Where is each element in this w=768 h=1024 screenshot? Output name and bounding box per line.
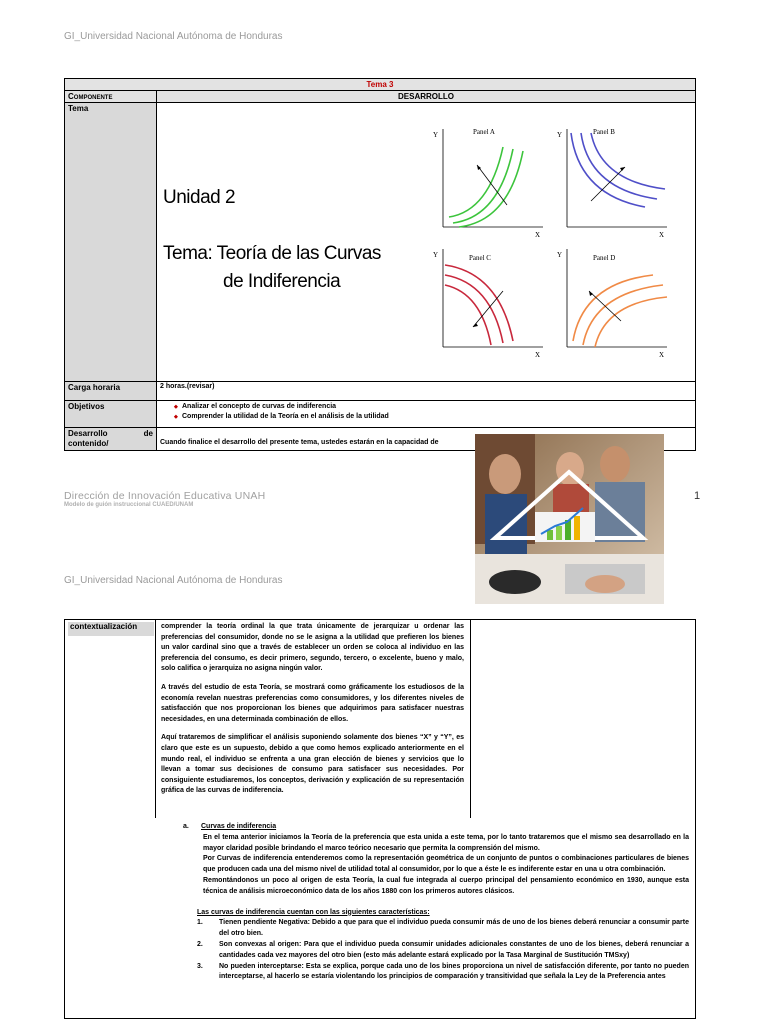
characteristic-item: 3. No pueden interceptarse: Esta se explica, porque cada uno de los bines proporciona un nivel de satisfacción diferente, por tanto no pueden interceptarse, al hacerlo se estaría violentando los principios de comparación y transitividad que señala la Ley de la Preferencia antes: [197, 962, 689, 981]
tema-title-line2: de Indiferencia: [223, 271, 341, 292]
objetivo-item: ◆ Analizar el concepto de curvas de indiferencia: [174, 402, 692, 412]
objetivos-label: Objetivos: [65, 401, 157, 428]
panel-b: [557, 128, 667, 239]
context-paragraph: comprender la teoría ordinal la que trata únicamente de jerarquizar u ordenar las preferencias del consumidor, donde no se le asigna a la utilidad que prefieren los bienes un valor cardinal sino que a través de establecer un orden se coloca al individuo en las preferencia del consumo, es decir primero, segundo, tercero, o excelente, bueno y malo, solo califica o jerarquiza no asigna ningún valor.: [161, 623, 464, 673]
row-tema-label: Tema: [65, 103, 157, 382]
col-development: DESARROLLO: [157, 91, 696, 103]
panel-c-y-label: Y: [433, 251, 439, 259]
footer-title: Dirección de Innovación Educativa UNAH: [64, 490, 266, 502]
desarrollo-label: [65, 428, 157, 451]
context-paragraph: A través del estudio de esta Teoría, se mostrará como gráficamente los estudiosos de la economía revelan nuestras preferencias como consumidores, y los diferentes niveles de satisfacción que nos proporcionan los bienes que adquirimos para satisfacer nuestras necesidades, en una determinada combinación de ellos.: [161, 683, 464, 723]
indifference-panels-figure: [429, 125, 669, 365]
row-tema: [65, 103, 696, 382]
panel-b-title: Panel B: [593, 128, 615, 136]
panel-c-title: Panel C: [469, 254, 491, 262]
desarrollo-label-word1: Desarrollo: [68, 429, 108, 438]
page2-table: [64, 619, 696, 1019]
desarrollo-label-word2: contenido/: [68, 439, 109, 448]
panel-c: [433, 249, 543, 359]
panel-d-x-label: X: [659, 351, 665, 359]
row-carga: [65, 382, 696, 401]
section-title: Curvas de indiferencia: [201, 823, 277, 830]
characteristics-list: [177, 918, 689, 983]
panel-b-x-label: X: [659, 231, 665, 239]
page-number: 1: [694, 490, 701, 502]
guide-table: [64, 78, 696, 451]
section-paragraph: Remontándonos un poco al origen de esta Teoría, la cual fue integrada al cuerpo principal del pensamiento económico en 1930, aunque esta técnica de análisis microeconómico data de los años 1880 con los primeros autores clásicos.: [203, 876, 689, 895]
panel-d-y-label: Y: [557, 251, 563, 259]
footer-subtitle: Modelo de guión instruccional CUAED/UNAM: [64, 502, 194, 508]
column-divider: [155, 620, 156, 818]
table-title: Tema 3: [65, 79, 696, 91]
characteristic-item: 1. Tienen pendiente Negativa: Debido a que para que el individuo pueda consumir más de uno de los bienes deberá renunciar a consumir parte del otro bien.: [197, 919, 689, 938]
characteristic-item: 2. Son convexas al origen: Para que el individuo pueda consumir unidades adicionales constantes de uno de los bienes, deberá renunciar a cantidades cada vez mayores del otro bien (esto más adelante estará explicado por la Tasa Marginal de Sustitución TMSxy): [197, 940, 689, 959]
panel-d-title: Panel D: [593, 254, 616, 262]
context-column: [161, 622, 464, 805]
section-paragraph: En el tema anterior iniciamos la Teoría de la preferencia que esta unida a este tema, por lo tanto trataremos que el mismo sea desarrollado en la mayor claridad posible brindando el marco teórico necesario que permita la comprensión del mismo.: [203, 833, 689, 852]
panel-b-y-label: Y: [557, 131, 563, 139]
table-header-row: [65, 91, 696, 103]
panel-a: [433, 128, 543, 239]
section-letter: a.: [183, 823, 189, 830]
tema-title-line1: Tema: Teoría de las Curvas: [163, 243, 381, 264]
column-divider: [470, 620, 471, 818]
table-title-row: [65, 79, 696, 91]
panel-d: [557, 249, 667, 359]
col-component: Componente: [65, 91, 157, 103]
carga-value: 2 horas.(revisar): [157, 382, 696, 401]
desarrollo-label-de: de: [143, 429, 153, 438]
panel-a-y-label: Y: [433, 131, 439, 139]
panel-c-x-label: X: [535, 351, 541, 359]
characteristics-title: Las curvas de indiferencia cuentan con las siguientes características:: [197, 908, 430, 916]
desarrollo-text: Cuando finalice el desarrollo del presente tema, ustedes estarán en la capacidad de: [157, 428, 696, 451]
objetivos-cell: [157, 401, 696, 428]
panel-a-x-label: X: [535, 231, 541, 239]
section-heading: [183, 822, 689, 833]
students-collage-image: [475, 434, 664, 604]
panel-a-title: Panel A: [473, 128, 495, 136]
carga-label: Carga horaria: [65, 382, 157, 401]
page-header: GI_Universidad Nacional Autónoma de Honduras: [64, 31, 283, 42]
contextualizacion-label: contextualización: [68, 622, 154, 636]
row-objetivos: [65, 401, 696, 428]
page2-header: GI_Universidad Nacional Autónoma de Honduras: [64, 575, 283, 586]
tema-cell: [157, 103, 696, 382]
section-paragraph: Por Curvas de indiferencia entenderemos como la representación geométrica de un conjunto de puntos o combinaciones particulares de bienes que producen cada una del mismo nivel de utilidad total al consumidor, por lo que a éste le es indiferente estar en una u otra combinación.: [203, 855, 689, 874]
context-paragraph: Aquí trataremos de simplificar el análisis suponiendo solamente dos bienes “X” y “Y”, es claro que este es un supuesto, debido a que como hemos explicado anteriormente en el mundo real, el individuo se enfrenta a una gran elección de bienes y servicios que lo llevan a tomar sus decisiones de consumo para satisfacer sus necesidades. Por consiguiente estudiaremos, los conceptos, derivación y explicación de su representación gráfica de las curvas de indiferencia.: [161, 734, 464, 795]
objetivos-list: [160, 402, 692, 422]
objetivo-item: ◆ Comprender la utilidad de la Teoría en el análisis de la utilidad: [174, 412, 692, 422]
section-curvas: [177, 822, 689, 983]
unidad-title: Unidad 2: [163, 187, 236, 208]
